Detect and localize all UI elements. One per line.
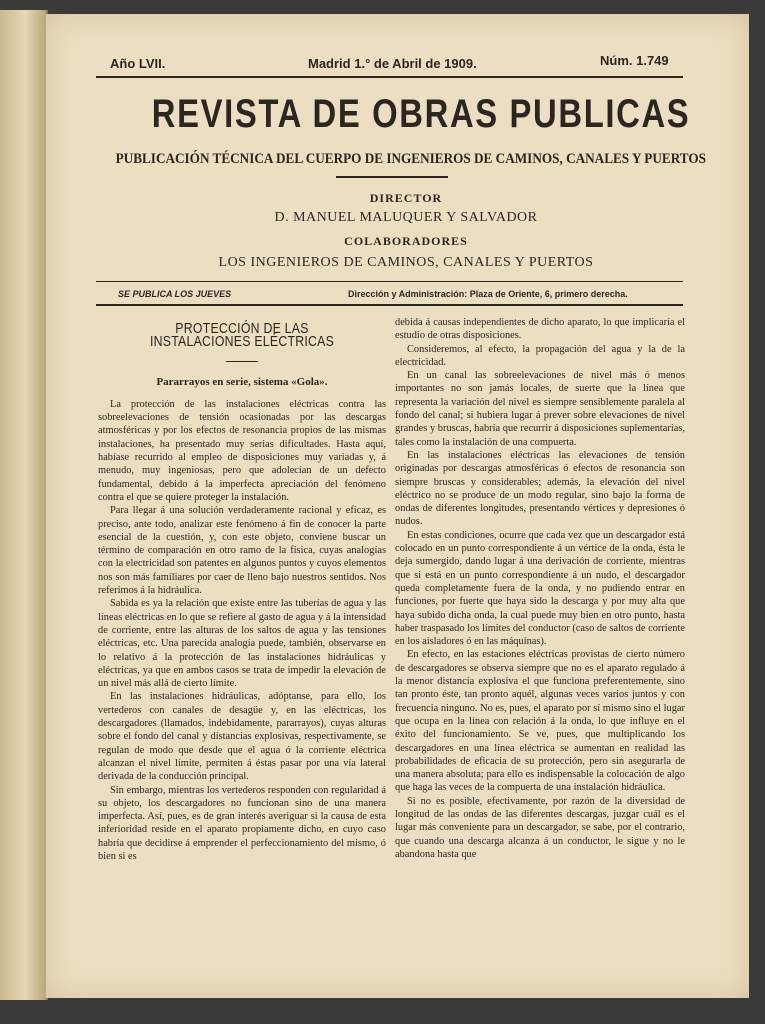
paragraph: Para llegar á una solución verdaderamente racional y eficaz, es preciso, ante todo, analizar este fenómeno á fin de conocer la parte esencial de la cuestión, y, con este objeto, conviene buscar un término de comparación en otro ramo de la física, cuyas analogías con la electricidad son patentes en algunos puntos y cuyos elementos nos son más familiares por caer de lleno bajo nuestros sentidos. Nos referimos á la hidráulica.	[98, 505, 386, 597]
collaborators-label: COLABORADORES	[344, 234, 468, 248]
article-title: PROTECCIÓN DE LAS INSTALACIONES ELÉCTRICAS	[149, 320, 335, 351]
issue-date: Madrid 1.° de Abril de 1909.	[308, 56, 477, 71]
journal-subtitle: PUBLICACIÓN TÉCNICA DEL CUERPO DE INGENIEROS DE CAMINOS, CANALES Y PUERTOS	[115, 151, 706, 167]
collaborators-names: LOS INGENIEROS DE CAMINOS, CANALES Y PUERTOS	[218, 255, 594, 270]
publish-note: SE PUBLICA LOS JUEVES	[118, 289, 232, 299]
paragraph: La protección de las instalaciones eléctricas contra las sobreelevaciones de tensión ocasionadas por las descargas atmosféricas y por los efectos de resonancia propios de las mismas instalaciones, ha presentado muy serias dificultades. Hasta aquí, habíase recurrido al empleo de disposiciones muy variadas y, á menudo, muy ingeniosas, pero que adolecían de un defecto fundamental, debido á la imperfecta apreciación del fenómeno contra el que se quiere proteger la instalación.	[98, 398, 386, 503]
section-heading: Pararrayos en serie, sistema «Gola».	[156, 375, 328, 388]
paragraph: En las instalaciones eléctricas las elevaciones de tensión originadas por descargas atmosféricas ó efectos de resonancia son siempre bruscas y considerables; además, la elevación del nivel eléctrico no se produce de un modo regular, sino bajo la forma de ondas de diferentes longitudes, presentando vértices y depresiones ó nudos.	[395, 449, 685, 528]
paragraph: En un canal las sobreelevaciones de nivel más ó menos importantes no son jamás locales, de suerte que la línea que representa la variación del nivel es siempre sensiblemente paralela al fondo del canal; si hubiera lugar á prever sobre elevaciones de nivel grandes y bruscas, habría que recurrir á disposiciones suplementarias, tales como la instalación de una compuerta.	[395, 370, 685, 448]
paragraph: Sabida es ya la relación que existe entre las tuberías de agua y las líneas eléctricas en lo que se refiere al gasto de agua y á la intensidad de corriente, entre las alturas de los saltos de agua y las tensiones eléctricas, etc. Una parecida analogía puede, también, observarse en lo relativo á la protección de las instalaciones hidráulicas y eléctricas, ya que en ambos casos se trata de impedir la elevación de un nivel más allá de cierto límite.	[98, 598, 386, 690]
title-dash	[226, 361, 258, 362]
header-rule-bottom	[96, 304, 683, 306]
paragraph: En las instalaciones hidráulicas, adóptanse, para ello, los vertederos con canales de desagüe y, en las eléctricas, los descargadores (llamados, indebidamente, pararrayos), cuyas alturas sobre el fondo del canal y distancias explosivas, respectivamente, se regulan de modo que desde que el agua ó la corriente eléctrica alcanzan el nivel límite, permiten á éstas pasar por una vía lateral derivada de la conducción principal.	[98, 691, 386, 783]
paragraph: En efecto, en las estaciones eléctricas provistas de cierto número de descargadores se observa siempre que no es el aparato regulado á la menor distancia explosiva el que funciona preferentemente, sino tan pronto éste, tan pronto aquél, algunas veces varios juntos y con frecuencia ninguno. No es, pues, el aparato por sí mismo sino el lugar que ocupa en la línea con relación á la onda, lo que influye en el éxito del funcionamiento. Se ve, pues, que multiplicando los descargadores en una línea eléctrica se aumentan en realidad las probabilidades de eficacia de su protección, pero sin asegurarla de una manera absoluta; para ello es indispensable la colocación de algo que haga las veces de la compuerta de una instalación hidráulica.	[395, 649, 685, 794]
article-left-column	[98, 316, 386, 863]
director-name: D. MANUEL MALUQUER Y SALVADOR	[274, 210, 538, 225]
issue-year: Año LVII.	[110, 56, 166, 71]
scan-background	[0, 1000, 765, 1024]
issue-number: Núm. 1.749	[600, 53, 669, 68]
address-line: Dirección y Administración: Plaza de Oriente, 6, primero derecha.	[348, 289, 628, 299]
paragraph: Consideremos, al efecto, la propagación del agua y la de la electricidad.	[395, 343, 685, 368]
paragraph: En estas condiciones, ocurre que cada vez que un descargador está colocado en un punto correspondiente á un vértice de la onda, ésta le deja sumergido, dando lugar á una derivación de corriente, mientras que si está en un punto correspondiente á un nudo, el descargador queda completamente fuera de la onda, y no pudiendo entrar en funciones, por fuerte que haya sido la descarga y por muy alta que haya subido dicha onda, la cual puede muy bien en otro punto, hasta haber traspasado los límites del conductor (caso de saltos de corriente en los aisladores ó en las máquinas).	[395, 529, 685, 648]
journal-title: REVISTA DE OBRAS PUBLICAS	[151, 92, 691, 136]
masthead-divider	[336, 176, 448, 178]
paragraph: Sin embargo, mientras los vertederos responden con regularidad á su objeto, los descargadores no funcionan sino de una manera imperfecta. Así, pues, es de gran interés averiguar si la causa de esta inferioridad reside en el aparato propiamente dicho, en cuyo caso habría que decidirse á emprender el perfeccionamiento del mismo, ó bien si es	[98, 784, 386, 862]
article-right-column	[395, 316, 685, 861]
director-label: DIRECTOR	[369, 191, 443, 205]
header-rule-top	[96, 76, 683, 78]
paragraph: Si no es posible, efectivamente, por razón de la diversidad de longitud de las ondas de las diferentes descargas, juzgar cuál es el lugar más conveniente para un descargador, se sabe, por el contrario, que cuando una descarga alcanza á un conductor, le sigue y no le abandona hasta que	[395, 795, 685, 860]
header-rule-middle	[96, 281, 683, 282]
paragraph: debida á causas independientes de dicho aparato, lo que implicaría el estudio de otras disposiciones.	[395, 317, 685, 342]
book-binding	[0, 10, 48, 1000]
